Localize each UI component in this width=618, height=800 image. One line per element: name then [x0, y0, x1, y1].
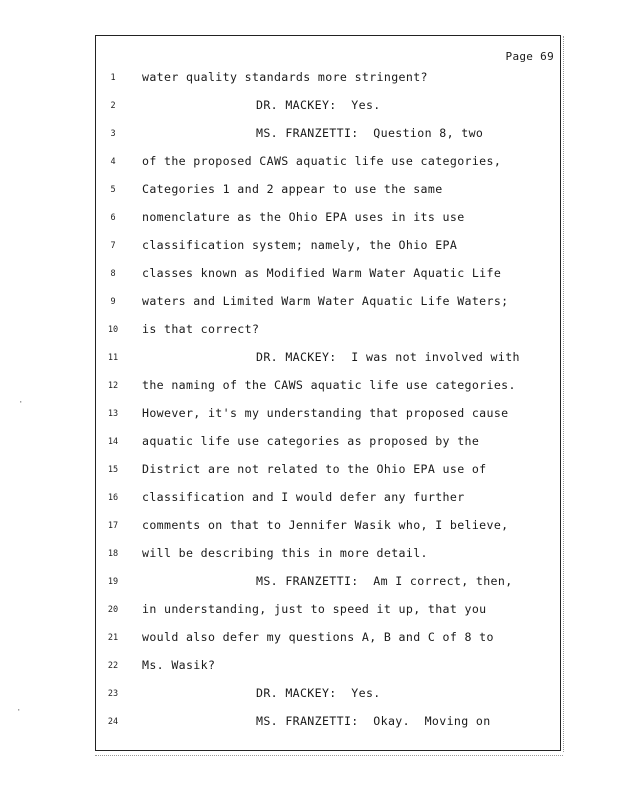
line-number: 19: [107, 577, 119, 587]
transcript-line-19: [96, 574, 560, 592]
transcript-line-18: [96, 546, 560, 564]
line-number: 9: [110, 297, 116, 307]
line-text: comments on that to Jennifer Wasik who, I believe,: [142, 518, 509, 532]
line-text: would also defer my questions A, B and C of 8 to: [142, 630, 494, 644]
line-text: District are not related to the Ohio EPA use of: [142, 462, 487, 476]
transcript-line-11: [96, 350, 560, 368]
transcript-line-4: [96, 154, 560, 172]
line-number: 1: [110, 73, 116, 83]
line-number: 8: [110, 269, 116, 279]
line-number: 12: [107, 381, 119, 391]
transcript-line-21: [96, 630, 560, 648]
transcript-line-1: [96, 70, 560, 88]
line-number: 14: [107, 437, 119, 447]
line-text: classification and I would defer any further: [142, 490, 465, 504]
line-text: of the proposed CAWS aquatic life use categories,: [142, 154, 502, 168]
line-number: 6: [110, 213, 116, 223]
line-text: waters and Limited Warm Water Aquatic Life Waters;: [142, 294, 509, 308]
transcript-line-10: [96, 322, 560, 340]
page-number: Page 69: [505, 50, 554, 63]
transcript-line-5: [96, 182, 560, 200]
line-number: 15: [107, 465, 119, 475]
line-number: 11: [107, 353, 119, 363]
line-text: MS. FRANZETTI: Okay. Moving on: [256, 714, 491, 728]
line-text: Ms. Wasik?: [142, 658, 216, 672]
line-number: 21: [107, 633, 119, 643]
line-number: 4: [110, 157, 116, 167]
line-text: is that correct?: [142, 322, 260, 336]
line-number: 16: [107, 493, 119, 503]
transcript-line-6: [96, 210, 560, 228]
line-text: aquatic life use categories as proposed by the: [142, 434, 480, 448]
transcript-line-20: [96, 602, 560, 620]
transcript-line-17: [96, 518, 560, 536]
page-bottom-edge: [95, 753, 563, 756]
line-number: 7: [110, 241, 116, 251]
transcript-line-22: [96, 658, 560, 676]
transcript-line-13: [96, 406, 560, 424]
transcript-line-9: [96, 294, 560, 312]
line-number: 17: [107, 521, 119, 531]
line-number: 5: [110, 185, 116, 195]
transcript-page: [95, 35, 561, 751]
line-text: the naming of the CAWS aquatic life use categories.: [142, 378, 516, 392]
line-text: nomenclature as the Ohio EPA uses in its use: [142, 210, 465, 224]
transcript-line-12: [96, 378, 560, 396]
transcript-line-3: [96, 126, 560, 144]
transcript-line-23: [96, 686, 560, 704]
margin-mark-2: ·: [16, 706, 22, 716]
line-text: MS. FRANZETTI: Am I correct, then,: [256, 574, 513, 588]
line-text: classification system; namely, the Ohio EPA: [142, 238, 458, 252]
line-text: However, it's my understanding that proposed cause: [142, 406, 509, 420]
transcript-line-7: [96, 238, 560, 256]
line-text: DR. MACKEY: I was not involved with: [256, 350, 520, 364]
line-text: Categories 1 and 2 appear to use the same: [142, 182, 443, 196]
line-text: classes known as Modified Warm Water Aquatic Life: [142, 266, 502, 280]
transcript-line-15: [96, 462, 560, 480]
line-text: DR. MACKEY: Yes.: [256, 98, 381, 112]
line-number: 2: [110, 101, 116, 111]
margin-mark-1: ·: [18, 398, 24, 408]
transcript-line-2: [96, 98, 560, 116]
line-text: MS. FRANZETTI: Question 8, two: [256, 126, 484, 140]
line-number: 23: [107, 689, 119, 699]
transcript-line-16: [96, 490, 560, 508]
line-number: 10: [107, 325, 119, 335]
line-text: DR. MACKEY: Yes.: [256, 686, 381, 700]
line-number: 20: [107, 605, 119, 615]
line-number: 24: [107, 717, 119, 727]
line-number: 3: [110, 129, 116, 139]
line-number: 13: [107, 409, 119, 419]
line-text: in understanding, just to speed it up, that you: [142, 602, 487, 616]
transcript-line-24: [96, 714, 560, 732]
line-text: will be describing this in more detail.: [142, 546, 428, 560]
transcript-line-14: [96, 434, 560, 452]
line-text: water quality standards more stringent?: [142, 70, 428, 84]
transcript-line-8: [96, 266, 560, 284]
line-number: 22: [107, 661, 119, 671]
line-number: 18: [107, 549, 119, 559]
